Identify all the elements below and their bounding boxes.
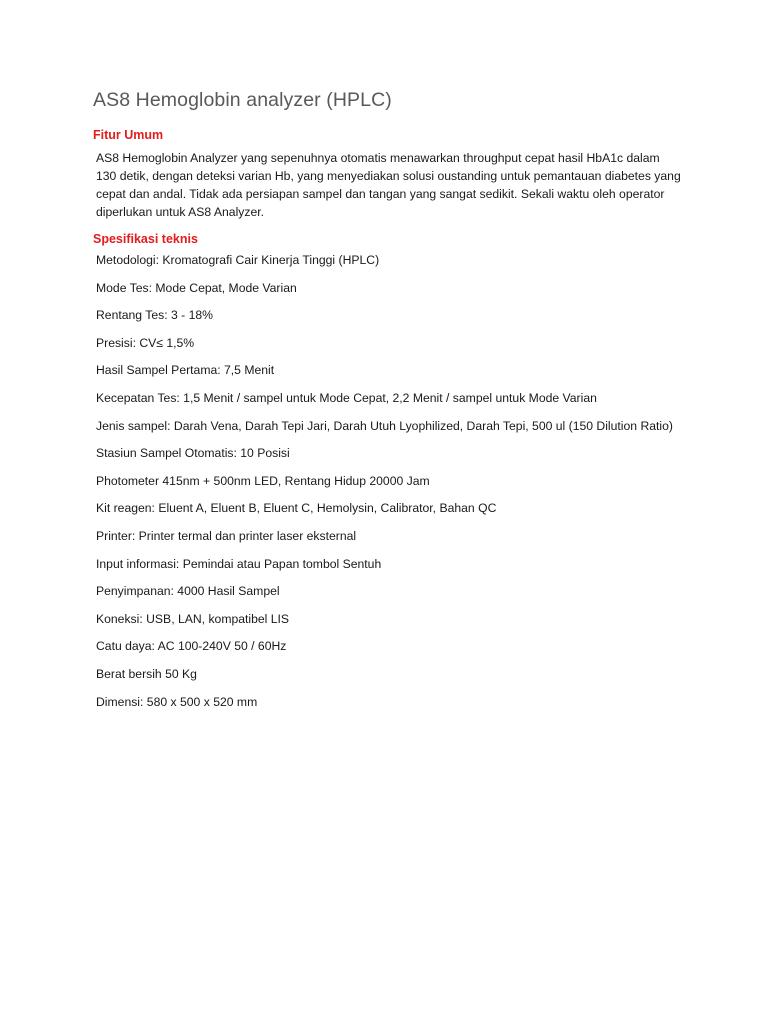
spec-reagent-kit: Kit reagen: Eluent A, Eluent B, Eluent C, Hemolysin, Calibrator, Bahan QC — [96, 501, 497, 516]
spec-printer: Printer: Printer termal dan printer laser eksternal — [96, 528, 357, 543]
spec-connection: Koneksi: USB, LAN, kompatibel LIS — [96, 611, 290, 626]
spec-storage: Penyimpanan: 4000 Hasil Sampel — [96, 584, 280, 599]
spec-sample-station: Stasiun Sampel Otomatis: 10 Posisi — [96, 446, 290, 461]
spec-dimensions: Dimensi: 580 x 500 x 520 mm — [96, 694, 258, 709]
spec-sample-type: Jenis sampel: Darah Vena, Darah Tepi Jari, Darah Utuh Lyophilized, Darah Tepi, 500 ul (150 Dilution Ratio) — [96, 418, 673, 433]
section-heading-general: Fitur Umum — [93, 128, 164, 142]
document-page — [93, 86, 683, 721]
intro-paragraph: AS8 Hemoglobin Analyzer yang sepenuhnya otomatis menawarkan throughput cepat hasil HbA1c dalam 130 detik, dengan deteksi varian Hb, yang menyediakan solusi oustanding untuk pemantauan diabetes yang cepat dan andal. Tidak ada persiapan sampel dan tangan yang sangat sedikit. Sekali waktu oleh operator diperlukan untuk AS8 Analyzer. — [96, 151, 681, 219]
section-heading-specs: Spesifikasi teknis — [93, 232, 198, 246]
spec-test-speed: Kecepatan Tes: 1,5 Menit / sampel untuk Mode Cepat, 2,2 Menit / sampel untuk Mode Varian — [96, 390, 597, 405]
spec-photometer: Photometer 415nm + 500nm LED, Rentang Hidup 20000 Jam — [96, 473, 430, 488]
spec-precision: Presisi: CV≤ 1,5% — [96, 335, 195, 350]
document-title: AS8 Hemoglobin analyzer (HPLC) — [93, 89, 392, 111]
spec-list — [93, 252, 683, 711]
spec-first-result: Hasil Sampel Pertama: 7,5 Menit — [96, 363, 275, 378]
spec-input: Input informasi: Pemindai atau Papan tombol Sentuh — [96, 556, 382, 571]
spec-net-weight: Berat bersih 50 Kg — [96, 666, 197, 681]
spec-test-range: Rentang Tes: 3 - 18% — [96, 308, 213, 323]
spec-power-supply: Catu daya: AC 100-240V 50 / 60Hz — [96, 639, 287, 654]
spec-test-mode: Mode Tes: Mode Cepat, Mode Varian — [96, 280, 297, 295]
spec-methodology: Metodologi: Kromatografi Cair Kinerja Tinggi (HPLC) — [96, 253, 380, 267]
